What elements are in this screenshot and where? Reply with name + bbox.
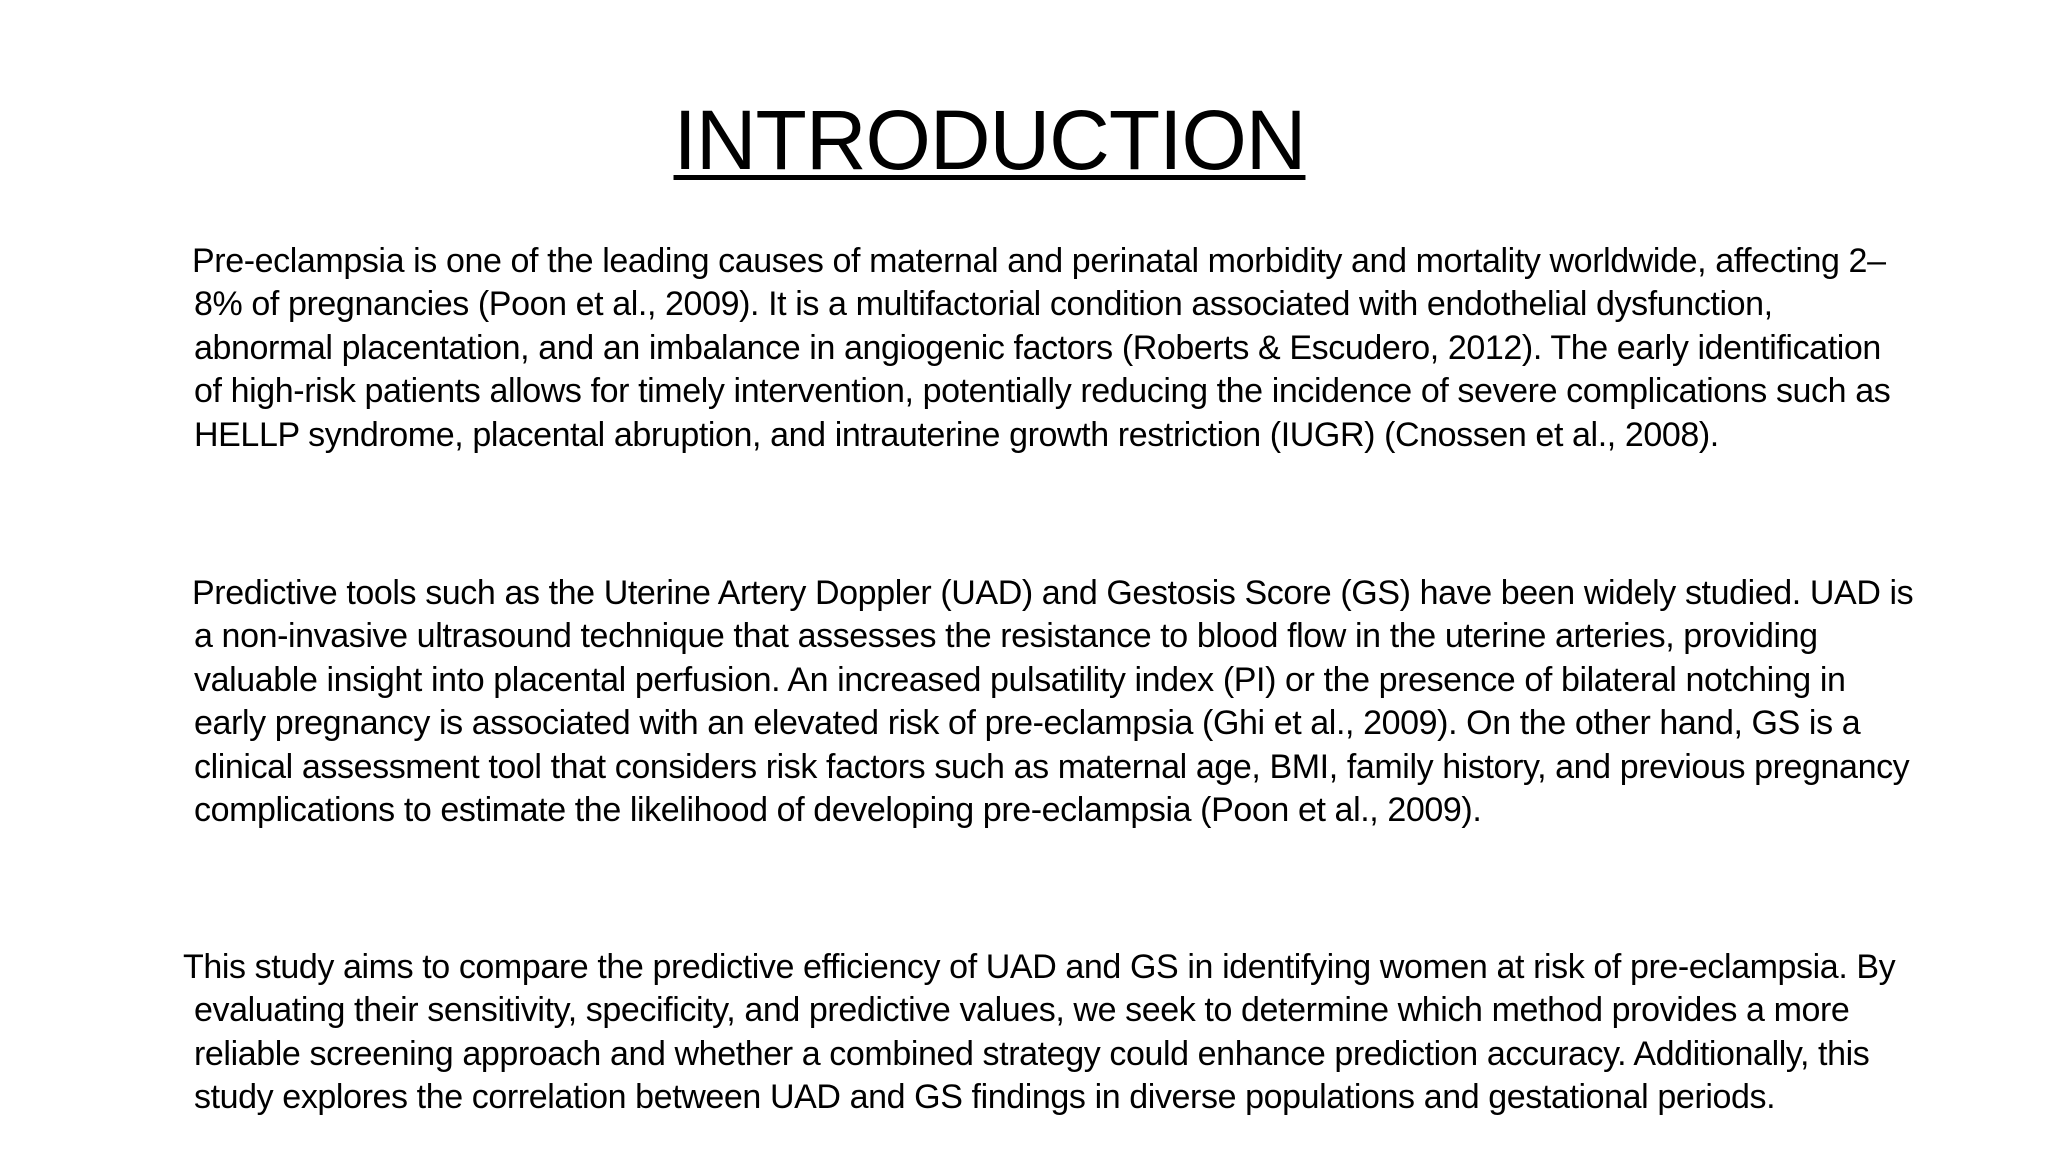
paragraph-study-aim: This study aims to compare the predictive efficiency of UAD and GS in identifying women at risk of pre-eclampsia. By evaluating their sensitivity, specificity, and predictive values, we seek to determine which method provides a more reliable screening approach and whether a combined strategy could enhance prediction accuracy. Additionally, this study explores the correlation between UAD and GS findings in diverse populations and gestational periods. [183, 948, 1896, 1117]
paragraph-background: Pre-eclampsia is one of the leading causes of maternal and perinatal morbidity and mortality worldwide, affecting 2–8% of pregnancies (Poon et al., 2009). It is a multifactorial condition associated with endothelial dysfunction, abnormal placentation, and an imbalance in angiogenic factors (Roberts & Escudero, 2012). The early identification of high-risk patients allows for timely intervention, potentially reducing the incidence of severe complications such as HELLP syndrome, placental abruption, and intrauterine growth restriction (IUGR) (Cnossen et al., 2008). [192, 242, 1891, 454]
slide-title: INTRODUCTION [673, 93, 1306, 187]
paragraph-predictive-tools: Predictive tools such as the Uterine Artery Doppler (UAD) and Gestosis Score (GS) have been widely studied. UAD is a non-invasive ultrasound technique that assesses the resistance to blood flow in the uterine arteries, providing valuable insight into placental perfusion. An increased pulsatility index (PI) or the presence of bilateral notching in early pregnancy is associated with an elevated risk of pre-eclampsia (Ghi et al., 2009). On the other hand, GS is a clinical assessment tool that considers risk factors such as maternal age, BMI, family history, and previous pregnancy complications to estimate the likelihood of developing pre-eclampsia (Poon et al., 2009). [192, 574, 1914, 830]
